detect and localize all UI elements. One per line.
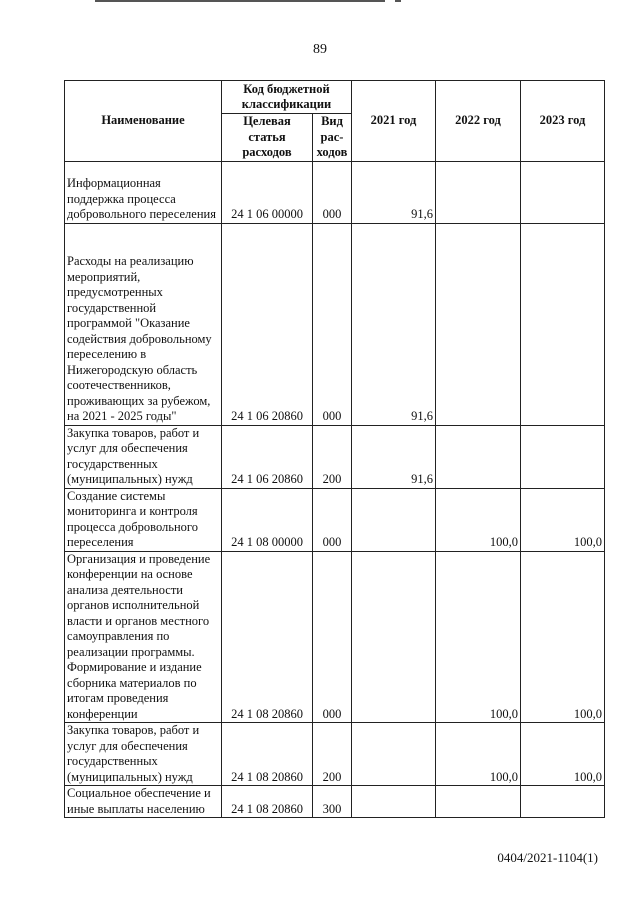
header-year-2023: 2023 год <box>521 81 605 162</box>
header-year-2022: 2022 год <box>436 81 521 162</box>
table-row <box>65 161 605 223</box>
row-2021: 91,6 <box>352 161 436 223</box>
row-2021 <box>352 488 436 551</box>
row-target-article: 24 1 08 20860 <box>222 723 313 786</box>
row-2021 <box>352 786 436 818</box>
row-2023 <box>521 223 605 425</box>
row-2023: 100,0 <box>521 551 605 723</box>
header-expense-type: Вид рас-ходов <box>313 114 352 162</box>
row-expense-type: 200 <box>313 723 352 786</box>
row-target-article: 24 1 06 20860 <box>222 223 313 425</box>
row-2022: 100,0 <box>436 551 521 723</box>
row-target-article: 24 1 08 20860 <box>222 786 313 818</box>
row-name: Создание системы мониторинга и контроля процесса добровольного переселения <box>65 488 222 551</box>
row-name: Закупка товаров, работ и услуг для обеспечения государственных (муниципальных) нужд <box>65 723 222 786</box>
top-scan-rule <box>95 0 385 2</box>
table-row <box>65 786 605 818</box>
row-2023 <box>521 161 605 223</box>
table-row <box>65 723 605 786</box>
top-scan-mark <box>395 0 401 2</box>
row-2022 <box>436 425 521 488</box>
table-row <box>65 223 605 425</box>
row-2021 <box>352 551 436 723</box>
row-target-article: 24 1 08 00000 <box>222 488 313 551</box>
row-2022: 100,0 <box>436 488 521 551</box>
row-2022: 100,0 <box>436 723 521 786</box>
header-name: Наименование <box>65 81 222 162</box>
row-name: Информационная поддержка процесса добровольного переселения <box>65 161 222 223</box>
page-number: 89 <box>313 42 327 57</box>
header-year-2021: 2021 год <box>352 81 436 162</box>
row-2022 <box>436 161 521 223</box>
row-2021: 91,6 <box>352 223 436 425</box>
row-expense-type: 000 <box>313 551 352 723</box>
row-expense-type: 300 <box>313 786 352 818</box>
row-2022 <box>436 786 521 818</box>
row-2021: 91,6 <box>352 425 436 488</box>
row-2022 <box>436 223 521 425</box>
row-target-article: 24 1 06 20860 <box>222 425 313 488</box>
row-2023 <box>521 425 605 488</box>
row-expense-type: 000 <box>313 488 352 551</box>
row-target-article: 24 1 08 20860 <box>222 551 313 723</box>
document-code: 0404/2021-1104(1) <box>497 850 598 865</box>
row-target-article: 24 1 06 00000 <box>222 161 313 223</box>
row-expense-type: 200 <box>313 425 352 488</box>
row-name: Закупка товаров, работ и услуг для обеспечения государственных (муниципальных) нужд <box>65 425 222 488</box>
table-row <box>65 425 605 488</box>
row-name: Расходы на реализацию мероприятий, предусмотренных государственной программой "Оказание содействия добровольному переселению в Нижегородскую область соотечественников, проживающих за рубежом, на 2021 - 2025 годы" <box>65 223 222 425</box>
row-name: Социальное обеспечение и иные выплаты населению <box>65 786 222 818</box>
row-2021 <box>352 723 436 786</box>
header-code-group: Код бюджетной классификации <box>222 81 352 114</box>
row-expense-type: 000 <box>313 223 352 425</box>
row-2023: 100,0 <box>521 723 605 786</box>
budget-table <box>64 80 605 818</box>
row-expense-type: 000 <box>313 161 352 223</box>
row-name: Организация и проведение конференции на основе анализа деятельности органов исполнительной власти и органов местного самоуправления по реализации программы. Формирование и издание сборника материалов по итогам проведения конференции <box>65 551 222 723</box>
table-row <box>65 488 605 551</box>
row-2023 <box>521 786 605 818</box>
header-target-article: Целевая статья расходов <box>222 114 313 162</box>
row-2023: 100,0 <box>521 488 605 551</box>
table-row <box>65 551 605 723</box>
